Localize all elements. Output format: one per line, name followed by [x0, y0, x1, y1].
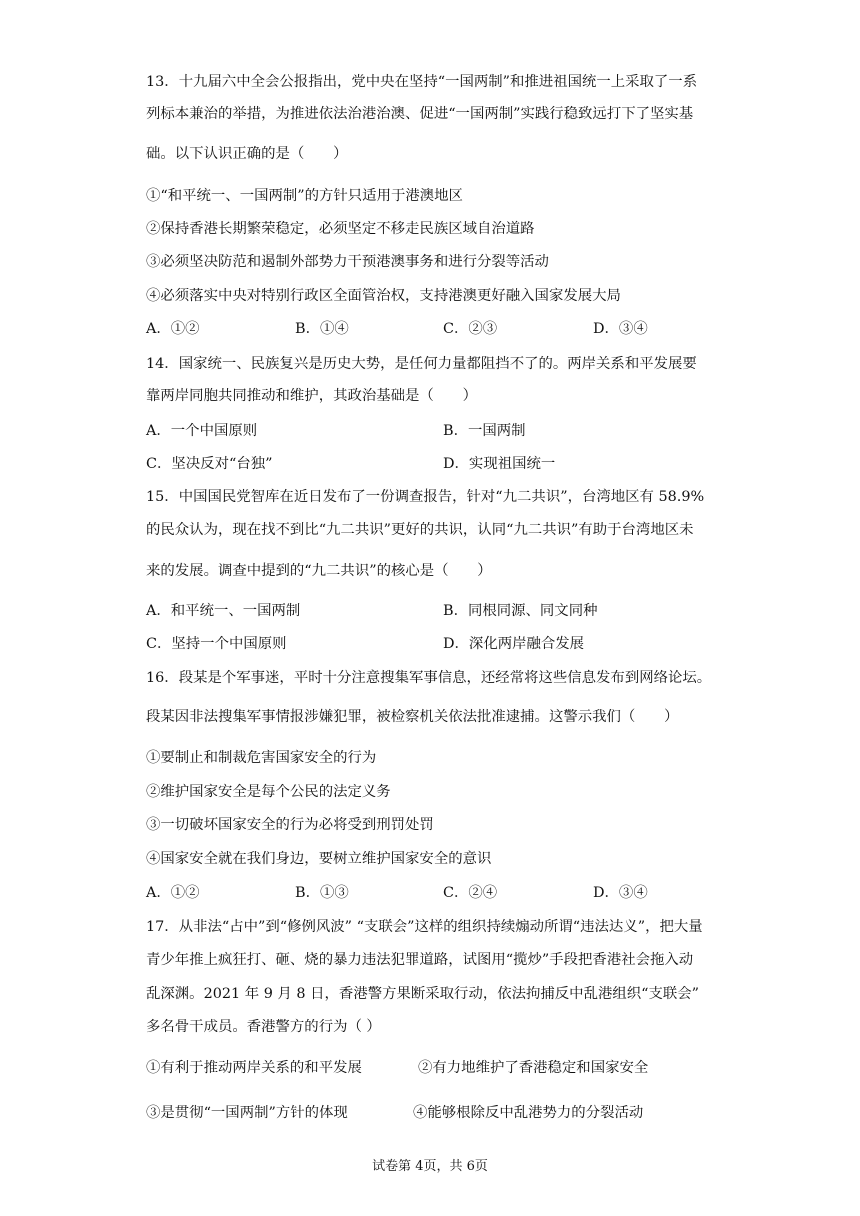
question-13-option-b[interactable]: B．①④ — [295, 321, 349, 337]
question-13-option-a[interactable]: A．①② — [146, 321, 200, 337]
question-13-statement: ④必须落实中央对特别行政区全面管治权，支持港澳更好融入国家发展大局 — [146, 288, 621, 304]
question-16-statement: ②维护国家安全是每个公民的法定义务 — [146, 784, 391, 800]
question-14-stem-line: 14．国家统一、民族复兴是历史大势，是任何力量都阻挡不了的。两岸关系和平发展要 — [146, 356, 697, 372]
question-15-option-b[interactable]: B．同根同源、同文同种 — [443, 603, 598, 619]
question-17-statement: ③是贯彻“一国两制”方针的体现 — [146, 1105, 348, 1121]
question-17-statement: ②有力地维护了香港稳定和国家安全 — [418, 1060, 649, 1076]
page-footer: 试卷第 4页，共 6页 — [372, 1159, 488, 1174]
question-14-option-a[interactable]: A．一个中国原则 — [146, 423, 258, 439]
question-16-stem-line: 段某因非法搜集军事情报涉嫌犯罪，被检察机关依法批准逮捕。这警示我们（ ） — [146, 709, 679, 725]
question-16-statement: ①要制止和制裁危害国家安全的行为 — [146, 750, 377, 766]
question-13-statement: ②保持香港长期繁荣稳定，必须坚定不移走民族区域自治道路 — [146, 221, 535, 237]
question-15-stem-line: 15．中国国民党智库在近日发布了一份调查报告，针对“九二共识”，台湾地区有 58.9% — [146, 489, 705, 505]
question-16-option-d[interactable]: D．③④ — [593, 885, 648, 901]
question-14-option-c[interactable]: C．坚决反对“台独” — [146, 456, 273, 472]
question-14-option-d[interactable]: D．实现祖国统一 — [443, 456, 556, 472]
question-13-stem-line: 列标本兼治的举措，为推进依法治港治澳、促进“一国两制”实践行稳致远打下了坚实基 — [146, 106, 694, 122]
question-13-statement: ③必须坚决防范和遏制外部势力干预港澳事务和进行分裂等活动 — [146, 254, 549, 270]
question-16-option-b[interactable]: B．①③ — [295, 885, 349, 901]
question-13-option-c[interactable]: C．②③ — [443, 321, 498, 337]
question-16-statement: ③一切破坏国家安全的行为必将受到刑罚处罚 — [146, 817, 434, 833]
question-17-stem-line: 青少年推上疯狂打、砸、烧的暴力违法犯罪道路，试图用“揽炒”手段把香港社会拖入动 — [146, 952, 694, 968]
question-15-option-c[interactable]: C．坚持一个中国原则 — [146, 636, 287, 652]
question-16-option-a[interactable]: A．①② — [146, 885, 200, 901]
question-14-stem-line: 靠两岸同胞共同推动和维护，其政治基础是（ ） — [146, 388, 477, 404]
question-15-option-d[interactable]: D．深化两岸融合发展 — [443, 636, 585, 652]
question-13-stem-line: 础。以下认识正确的是（ ） — [146, 146, 348, 162]
question-17-statement: ④能够根除反中乱港势力的分裂活动 — [413, 1105, 644, 1121]
question-17-statement: ①有利于推动两岸关系的和平发展 — [146, 1060, 362, 1076]
question-16-stem-line: 16．段某是个军事迷，平时十分注意搜集军事信息，还经常将这些信息发布到网络论坛。 — [146, 670, 712, 686]
question-16-option-c[interactable]: C．②④ — [443, 885, 498, 901]
question-16-statement: ④国家安全就在我们身边，要树立维护国家安全的意识 — [146, 851, 492, 867]
question-17-stem-line: 乱深渊。2021 年 9 月 8 日，香港警方果断采取行动，依法拘捕反中乱港组织“支联会” — [146, 986, 700, 1002]
question-15-stem-line: 来的发展。调查中提到的“九二共识”的核心是（ ） — [146, 563, 492, 579]
question-17-stem-line: 17．从非法“占中”到“修例风波” “支联会”这样的组织持续煽动所谓“违法达义”，把大量 — [146, 919, 703, 935]
question-13-statement: ①“和平统一、一国两制”的方针只适用于港澳地区 — [146, 188, 463, 204]
question-15-option-a[interactable]: A．和平统一、一国两制 — [146, 603, 301, 619]
question-13-option-d[interactable]: D．③④ — [593, 321, 648, 337]
question-15-stem-line: 的民众认为，现在找不到比“九二共识”更好的共识，认同“九二共识”有助于台湾地区未 — [146, 522, 694, 538]
question-14-option-b[interactable]: B．一国两制 — [443, 423, 526, 439]
question-13-stem-line: 13．十九届六中全会公报指出，党中央在坚持“一国两制”和推进祖国统一上采取了一系 — [146, 74, 698, 90]
question-17-stem-line: 多名骨干成员。香港警方的行为（ ） — [146, 1019, 381, 1035]
